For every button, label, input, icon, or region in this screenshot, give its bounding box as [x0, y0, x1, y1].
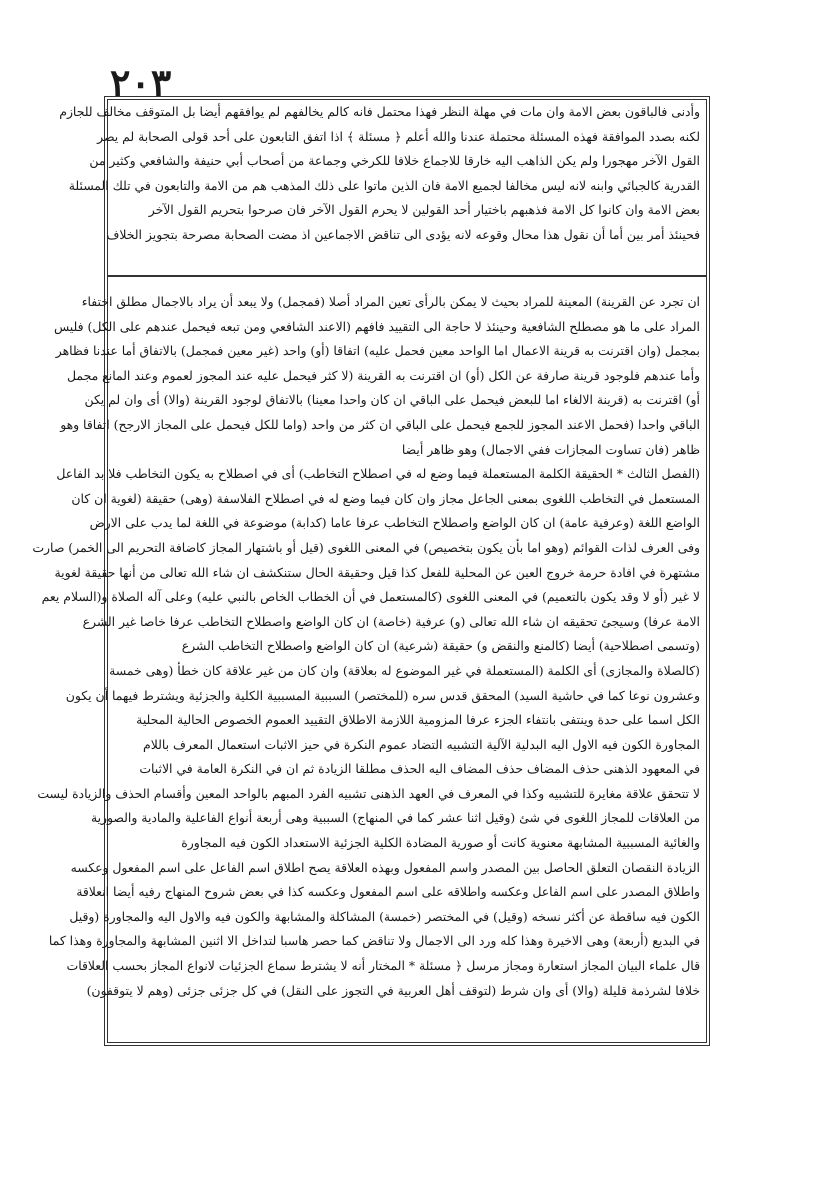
section-divider [108, 275, 706, 277]
lower-line: في البديع (أربعة) وهى الاخيرة وهذا كله ورد الى الاجمال ولا تناقض كما حصر هاسبا لتداخل الا اثنين المشابهة والمجاورة وهذا كما [48, 933, 700, 949]
lower-line: الواضع اللغة (وعرفية عامة) ان كان الواضع واصطلاح التخاطب عرفا عاما (كدابة) موضوعة في اللغة لما يدب على الارض [89, 515, 700, 531]
lower-line: وفى العرف لذات القوائم (وهو اما بأن يكون بتخصيص) في المعنى اللغوى (قيل أو باشتهار المجاز كاضافة التحريم الى الخمر) صارت [32, 539, 700, 555]
lower-line: والغائية المسببية المشابهة معنوية كانت أو صورية المضادة الكلية الجزئية الاستعداد الكون فيه المجاورة [181, 835, 700, 851]
lower-line: (الفصل الثالث * الحقيقة الكلمة المستعملة فيما وضع له في اصطلاح التخاطب) أى في اصطلاح به يكون التخاطب فلا بد الفاعل [56, 466, 700, 482]
upper-line: بعض الامة وان كانوا كل الامة فذهبهم باختيار أحد القولين لا يحرم القول الآخر فان صرحوا بتحريم القول الآخر [148, 202, 700, 218]
lower-line: مشتهرة في افادة حرمة خروج العين عن المحلية للفعل كذا قيل وحقيقة الحال ستنكشف ان شاء الله تعالى من أنها حقيقة لغوية [54, 564, 700, 580]
lower-line: (كالصلاة والمجازى) أى الكلمة (المستعملة في غير الموضوع له بعلاقة) وان كان من غير علاقة كان خطأ (وهى خمسة [109, 662, 700, 678]
lower-line: الكون فيه ساقطة عن أكثر نسخه (وقيل) في المختصر (خمسة) المشاكلة والمشابهة والكون فيه والاول اليه والمجاورة (وقيل [69, 908, 700, 924]
lower-line: الامة عرفا) وسيجئ تحقيقه ان شاء الله تعالى (و) عرفية (خاصة) ان كان الواضع واصطلاح التخاطب عرفا خاصا غير الشرع [82, 613, 700, 629]
upper-line: لكنه بصدد الموافقة فهذه المسئلة محتملة عندنا والله أعلم ﴿ مسئلة ﴾ اذا اتفق التابعون على أحد قولى الصحابة لم يصر [97, 128, 700, 144]
page-number: ٢٠٣ [110, 60, 172, 105]
lower-line: قال علماء البيان المجاز استعارة ومجاز مرسل ﴿ مسئلة * المختار أنه لا يشترط سماع الجزئيات لانواع المجاز بحسب العلاقات [66, 958, 700, 974]
lower-line: من العلاقات للمجاز اللغوى في شئ (وقيل اثنا عشر كما في المنهاج) السببية وهى أربعة أنواع الفاعلية والمادية والصورية [90, 810, 700, 826]
lower-line: أو) اقترنت به (قرينة الالغاء اما للبعض فيحمل على الباقي ان كان واحدا معينا) بالاتفاق لوجود القرينة (والا) أى وان لم يكن [84, 392, 700, 408]
lower-line: بمجمل (وان اقترنت به قرينة الاعمال اما الواحد معين فحمل عليه) اتفاقا (أو) واحد (غير معين فمجمل) بالاتفاق أما عندنا فظاهر [55, 343, 700, 359]
lower-line: وعشرون نوعا كما في حاشية السيد) المحقق قدس سره (للمختصر) السببية المسببية الكلية والجزئية ويشترط فيهما أن يكون [65, 687, 700, 703]
lower-line: ان تجرد عن القرينة) المعينة للمراد بحيث لا يمكن بالرأى تعين المراد أصلا (فمجمل) ولا يبعد أن يراد بالاجمال مطلق اختفاء [81, 294, 700, 309]
upper-line: القول الآخر مهجورا ولم يكن الذاهب اليه خارقا للاجماع خلافا للكرخي وجماعة من أصحاب أبي حنيفة والشافعي وكثير من [89, 153, 700, 169]
lower-line: الزيادة النقصان التعلق الحاصل بين المصدر واسم المفعول وبهذه العلاقة يصح اطلاق اسم الفاعل على اسم المفعول وعكسه [70, 859, 700, 875]
lower-line: (وتسمى اصطلاحية) أيضا (كالمنع والنقض و) حقيقة (شرعية) ان كان الواضع واصطلاح التخاطب الشرع [181, 638, 700, 654]
upper-text-block [59, 100, 700, 260]
lower-line: المراد على ما هو مصطلح الشافعية وحينئذ لا حاجة الى التقييد فافهم (الاعند الشافعي ومن تبعه فيحمل عندهم على الكل) فليس [54, 318, 700, 334]
lower-line: الباقي واحدا (فحمل الاعند المجوز للجمع فيحمل على الباقي ان كثر من واحد (واما للكل فيحمل على المجاز الارجح) اتفاقا وهو [60, 416, 700, 432]
upper-line: فحينئذ أمر بين أما أن نقول هذا محال وقوعه لانه يؤدى الى تناقض الاجماعين اذ مضت الصحابة مصرحة بتجويز الخلاف [106, 226, 700, 242]
lower-line: واطلاق المصدر على اسم الفاعل وعكسه واطلاقه على اسم المفعول وعكسه كذا في بعض شروح المنهاج رفيه أيضا انعلاقة [76, 884, 700, 900]
upper-line: وأدنى فالباقون بعض الامة وان مات في مهلة النظر فهذا محتمل فانه كالم يخالفهم لم يوافقهم أيضا بل المتوقف مخالف للجازم [59, 104, 700, 119]
lower-line: لا غير (أو لا وقد يكون بالتعميم) في المعنى اللغوى (كالمستعمل في أن الخطاب الخاص بالنبي عليه) وعلى آله الصلاة و(السلام يعم [41, 589, 700, 605]
lower-line: المجاورة الكون فيه الاول اليه البدلية الآلية التشبيه التضاد عموم النكرة في حيز الاثبات استعمال المعرف باللام [143, 736, 700, 752]
lower-text-block [32, 290, 700, 1040]
lower-line: الكل اسما على حدة وينتفى بانتفاء الجزء عرفا المزومية اللازمة الاطلاق التقييد العموم الخصوص الحالية المحلية [136, 712, 700, 728]
lower-line: في المعهود الذهنى حذف المضاف حذف المضاف اليه الحذف مطلقا الزيادة ثم ان في النكرة العامة في الاثبات [139, 761, 700, 777]
lower-line: المستعمل في التخاطب اللغوى بمعنى الجاعل مجاز وان كان فيما وضع له في اصطلاح الفلاسفة (وهى) حقيقة (لغوية ان كان [71, 490, 700, 506]
lower-line: خلافا لشرذمة قليلة (والا) أى وان شرط (لتوقف أهل العربية في التجوز على النقل) في كل جزئى جزئى (وهم لا يتوقفون) [86, 982, 700, 998]
lower-line: وأما عندهم فلوجود قرينة صارفة عن الكل (أو) ان اقترنت به القرينة (لا كثر فيحمل عليه عند المجوز لعموم وعند المانع مجمل [67, 367, 700, 383]
lower-line: ظاهر (فان تساوت المجازات ففي الاجمال) وهو ظاهر أيضا [401, 441, 700, 457]
lower-line: لا تتحقق علاقة مغايرة للتشبيه وكذا في المعرف في العهد الذهنى تشبيه الفرد المبهم بالواحد المعين وأقسام الحذف والزيادة ليست [37, 785, 700, 801]
upper-line: القدرية كالجبائي وابنه لانه ليس مخالفا لجميع الامة فان الذين ماتوا على ذلك المذهب هم من الامة والتابعون في تلك المسئلة [68, 177, 700, 193]
